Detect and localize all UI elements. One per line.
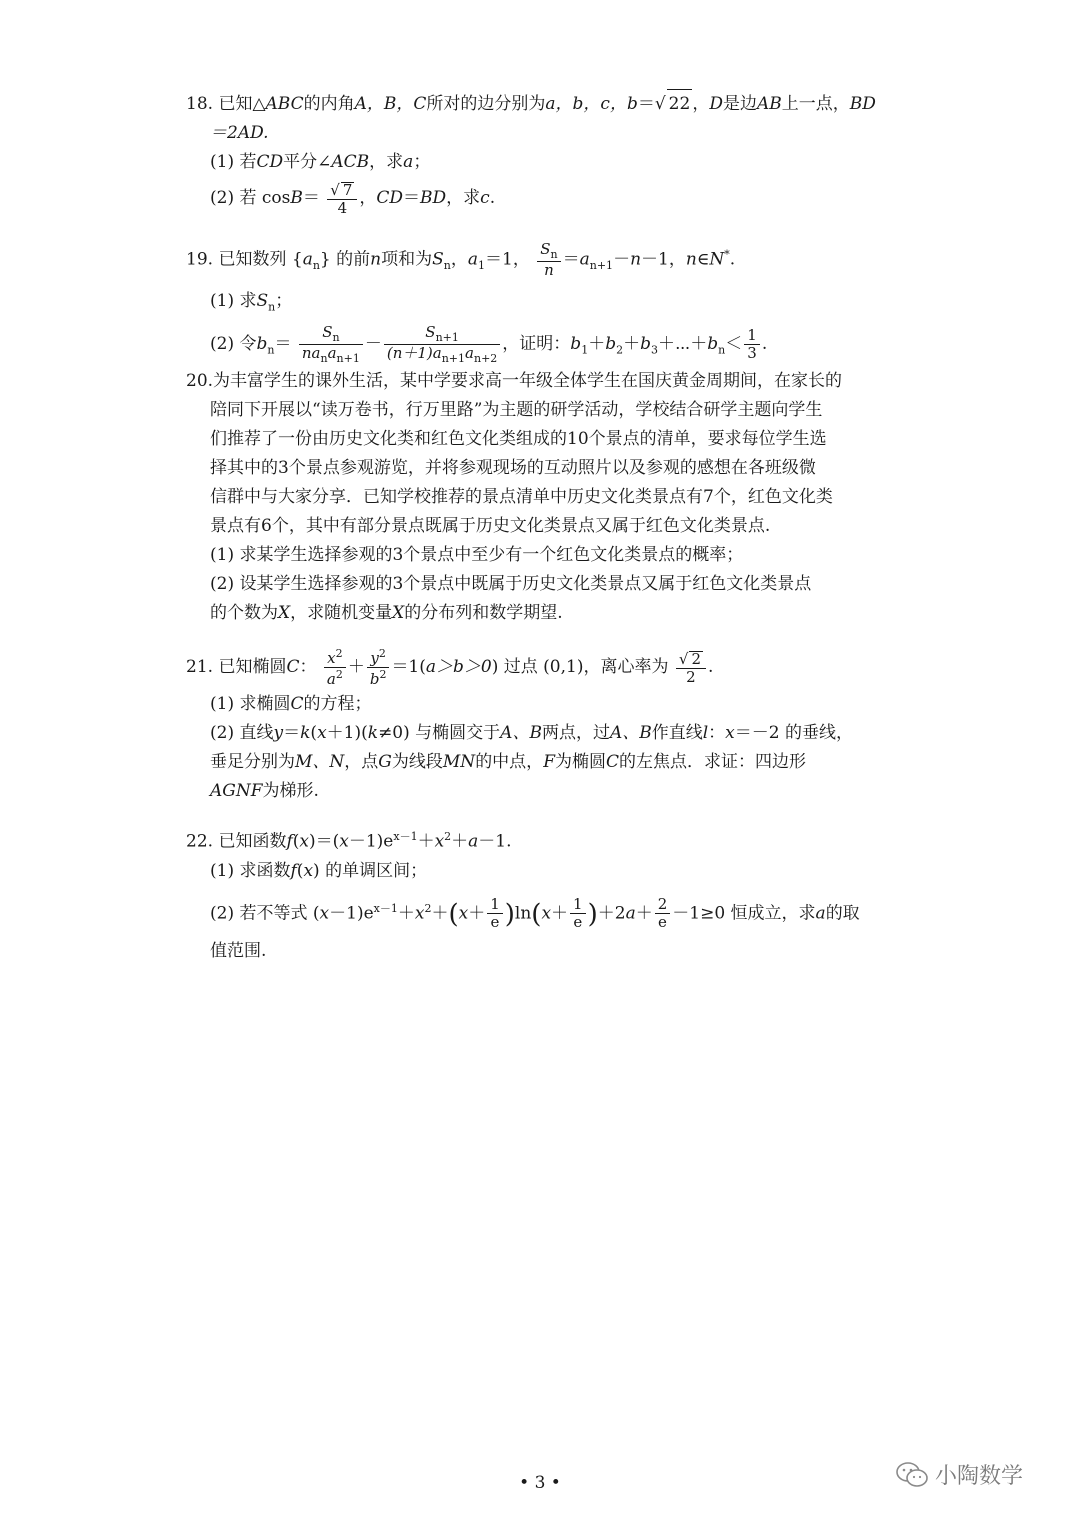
- math-var: x: [299, 831, 309, 852]
- problem-20: [186, 367, 916, 628]
- subscript: 1: [581, 343, 589, 357]
- sqrt-value: 2: [691, 649, 701, 668]
- math-var: n: [370, 249, 382, 270]
- subscript: n+1: [336, 352, 360, 366]
- text: (: [292, 831, 300, 852]
- text: －1≥0 恒成立，求: [672, 903, 816, 924]
- math-var: B: [290, 188, 303, 208]
- numerator: 1: [744, 327, 760, 345]
- math-var: x: [339, 831, 349, 852]
- math-var: A，B，C: [354, 94, 427, 114]
- math-var: k: [300, 723, 311, 743]
- text: ，: [450, 249, 468, 270]
- denominator: [367, 668, 390, 688]
- math-var: x: [303, 860, 314, 881]
- math-var: y: [273, 723, 284, 743]
- numerator: √ 2: [676, 650, 706, 669]
- math-var: f: [290, 860, 297, 881]
- math-var: a: [465, 344, 474, 363]
- math-var: a: [403, 152, 414, 172]
- text: 为梯形.: [262, 781, 319, 801]
- text: ，点: [344, 752, 379, 772]
- question-number: (2): [210, 903, 235, 924]
- text: 为椭圆: [554, 752, 606, 772]
- text: 所对的边分别为: [426, 94, 546, 114]
- denominator: 4: [337, 198, 348, 217]
- problem-20-line-6: 景点有6个，其中有部分景点既属于历史文化类景点又属于红色文化类景点.: [210, 516, 771, 536]
- math-var: S: [425, 323, 436, 342]
- subscript: n: [332, 331, 340, 345]
- text: 两点，过: [541, 723, 610, 743]
- fraction: [327, 181, 357, 217]
- text: ＋: [468, 903, 486, 924]
- math-var: F: [543, 752, 555, 772]
- sqrt-sign: √: [654, 94, 666, 114]
- problem-20-line-1: [186, 367, 916, 396]
- math-var: n: [630, 249, 642, 270]
- text: .: [761, 334, 768, 355]
- math-var: n: [544, 261, 554, 280]
- math-var: b: [369, 670, 380, 688]
- numerator: [299, 324, 363, 345]
- math-var: a: [326, 670, 336, 688]
- text: (: [296, 860, 304, 881]
- text: 的分布列和数学期望.: [404, 603, 563, 623]
- problem-22-line-1: [186, 822, 916, 857]
- text: ，: [359, 188, 377, 208]
- math-var: a: [302, 249, 313, 270]
- text: 的取: [825, 903, 860, 924]
- text: ，求: [369, 152, 404, 172]
- text: ln: [514, 903, 532, 924]
- text: 若 cos: [239, 188, 291, 208]
- paren: (: [448, 899, 459, 930]
- text: 是边: [722, 94, 757, 114]
- math-var: CD: [376, 188, 404, 208]
- text: ＝2AD.: [210, 123, 269, 143]
- text: 为丰富学生的课外生活，某中学要求高一年级全体学生在国庆黄金周期间，在家长的: [213, 371, 843, 391]
- math-var: C: [290, 694, 304, 714]
- math-var: A、B: [500, 723, 542, 743]
- superscript: x－1: [373, 901, 398, 915]
- text: ，证明：: [502, 334, 571, 355]
- math-var: a＞b＞0: [425, 657, 492, 677]
- text: .: [489, 188, 496, 208]
- question-number: (1): [210, 860, 235, 881]
- text: －1.: [478, 831, 512, 852]
- problem-19-q1: [186, 287, 916, 321]
- text: －1，: [641, 249, 686, 270]
- text: ＋: [347, 657, 365, 677]
- wechat-icon: [895, 1461, 929, 1489]
- subscript: n+1: [589, 259, 614, 273]
- problem-number: 20.: [186, 371, 214, 391]
- problem-22-q2-line-1: [186, 886, 916, 938]
- text: ＝1(: [391, 657, 426, 677]
- text: 直线: [239, 723, 274, 743]
- text: (: [310, 723, 318, 743]
- fraction: [655, 896, 671, 931]
- problem-21-q1: [186, 690, 916, 719]
- math-var: ABC: [265, 94, 304, 114]
- text: －1)e: [329, 903, 374, 924]
- question-number: (1): [210, 291, 235, 312]
- sqrt-value: 7: [342, 180, 353, 199]
- paren: ): [587, 899, 598, 930]
- fraction: [324, 647, 346, 688]
- problem-18-q2: [186, 177, 916, 219]
- text: ＝: [562, 249, 580, 270]
- subscript: n+1: [441, 352, 466, 366]
- math-var: CD: [256, 152, 284, 172]
- subscript: n: [550, 248, 558, 262]
- math-var: n: [685, 249, 697, 270]
- text: 的内角: [303, 94, 355, 114]
- text: } 的前: [319, 249, 371, 270]
- numerator: √ 7: [327, 181, 357, 200]
- numerator: [384, 324, 500, 345]
- text: ＜: [725, 334, 743, 355]
- text: ＝1，: [485, 249, 530, 270]
- question-number: (2): [210, 723, 235, 743]
- text: 上一点，: [781, 94, 850, 114]
- fraction: [384, 324, 500, 365]
- text: 求函数: [239, 860, 291, 881]
- text: ＝: [302, 188, 320, 208]
- problem-20-q2-line-1: (2) 设某学生选择参观的3个景点中既属于历史文化类景点又属于红色文化类景点: [210, 574, 812, 594]
- denominator: 3: [747, 344, 757, 363]
- superscript: x－1: [393, 830, 418, 843]
- math-var: k: [367, 723, 379, 743]
- numerator: [367, 647, 390, 668]
- text: 若: [239, 152, 257, 172]
- text: ＋: [431, 903, 449, 924]
- math-var: b: [605, 334, 617, 355]
- subscript: n: [267, 343, 275, 357]
- numerator: [537, 241, 560, 262]
- math-var: (n＋1)a: [386, 344, 442, 363]
- problem-22-q1: [186, 857, 916, 886]
- superscript: 2: [379, 668, 387, 681]
- numerator: 2: [655, 896, 671, 914]
- text: ＋: [588, 334, 606, 355]
- denominator: [324, 668, 346, 688]
- text: ＋: [397, 903, 415, 924]
- math-var: na: [301, 344, 321, 363]
- numerator: [324, 647, 346, 668]
- math-var: y: [370, 649, 379, 667]
- subscript: n+1: [435, 331, 459, 345]
- problem-22: [186, 822, 916, 966]
- text: ＝: [637, 94, 655, 114]
- text: ＋⋯＋: [657, 334, 708, 355]
- text: －: [613, 249, 631, 270]
- math-var: X: [278, 603, 291, 623]
- math-var: a: [467, 249, 478, 270]
- text: ＝: [403, 188, 421, 208]
- text: ＝: [274, 334, 292, 355]
- math-var: G: [378, 752, 392, 772]
- math-var: S: [256, 291, 269, 312]
- text: 垂足分别为: [210, 752, 295, 772]
- text: ；: [413, 152, 431, 172]
- subscript: n: [312, 259, 320, 273]
- math-var: N: [709, 249, 725, 270]
- problem-20-q1: (1) 求某学生选择参观的3个景点中至少有一个红色文化类景点的概率；: [210, 545, 744, 565]
- text: ＝: [283, 723, 301, 743]
- problem-20-q2-line-2: [186, 599, 916, 628]
- problem-18-q1: [186, 148, 916, 177]
- math-var: ACB: [331, 152, 370, 172]
- fraction: [367, 647, 390, 688]
- fraction: [744, 327, 760, 362]
- problem-21-q2-line-1: [186, 719, 916, 748]
- math-var: b: [707, 334, 719, 355]
- text: ∈: [696, 249, 710, 270]
- fraction: [487, 896, 503, 931]
- math-var: b: [256, 334, 268, 355]
- problem-number: 18.: [186, 94, 214, 114]
- superscript: 2: [335, 668, 343, 681]
- problem-22-q2-line-2: 值范围.: [210, 941, 267, 962]
- denominator: e: [490, 913, 500, 932]
- text: 令: [239, 334, 257, 355]
- text: ) 的单调区间；: [313, 860, 428, 881]
- text: 项和为: [381, 249, 433, 270]
- paren: ): [504, 899, 515, 930]
- text: 求: [239, 291, 257, 312]
- text: 平分∠: [283, 152, 332, 172]
- denominator: e: [573, 913, 583, 932]
- math-var: AB: [756, 94, 782, 114]
- math-var: C: [286, 657, 300, 677]
- sqrt-value: 22: [667, 89, 693, 119]
- denominator: [299, 345, 363, 365]
- math-var: AGNF: [210, 781, 263, 801]
- page-number: • 3 •: [519, 1473, 561, 1493]
- text: ，求随机变量: [290, 603, 393, 623]
- problem-20-line-5: 信群中与大家分享．已知学校推荐的景点清单中历史文化类景点有7个，红色文化类: [210, 487, 833, 507]
- question-number: (1): [210, 694, 235, 714]
- math-var: S: [540, 240, 551, 259]
- problem-20-line-3: 们推荐了一份由历史文化类和红色文化类组成的10个景点的清单，要求每位学生选: [210, 429, 827, 449]
- math-var: a: [327, 344, 337, 363]
- text: 若不等式 (: [239, 903, 320, 924]
- text: ＝－2 的垂线，: [734, 723, 853, 743]
- math-var: D: [709, 94, 723, 114]
- text: 作直线: [651, 723, 703, 743]
- text: 已知数列 {: [218, 249, 303, 270]
- problem-18: [186, 89, 916, 219]
- math-var: a: [625, 903, 636, 924]
- text: ＋2: [597, 903, 626, 924]
- text: .: [708, 657, 714, 677]
- fraction: [299, 324, 363, 365]
- subscript: n+2: [473, 352, 498, 366]
- fraction: [676, 650, 706, 686]
- text: ＋: [417, 831, 435, 852]
- math-var: a: [579, 249, 590, 270]
- problem-20-line-4: 择其中的3个景点参观游览，并将参观现场的互动照片以及参观的感想在各班级微: [210, 458, 816, 478]
- math-var: f: [286, 831, 293, 852]
- subscript: n: [268, 300, 276, 314]
- math-var: a: [815, 903, 826, 924]
- problem-19-q2: [186, 321, 916, 373]
- math-var: x: [458, 903, 469, 924]
- fraction: [570, 896, 586, 931]
- math-var: S: [432, 249, 444, 270]
- text: ＋: [623, 334, 641, 355]
- denominator: [384, 345, 500, 365]
- subscript: n: [443, 259, 451, 273]
- problem-19: [186, 234, 916, 374]
- numerator: 1: [487, 896, 503, 914]
- problem-21: [186, 644, 916, 806]
- text: 已知函数: [218, 831, 287, 852]
- watermark: [895, 1459, 1023, 1490]
- text: 求椭圆: [239, 694, 291, 714]
- problem-19-line-1: [186, 234, 916, 287]
- subscript: n: [320, 352, 328, 366]
- superscript: 2: [335, 647, 343, 660]
- math-var: M、N: [295, 752, 345, 772]
- text: 已知椭圆: [218, 657, 287, 677]
- math-var: x: [541, 903, 552, 924]
- text: ＋1)(: [326, 723, 368, 743]
- text: ＋: [635, 903, 653, 924]
- math-var: BD: [420, 188, 447, 208]
- text: ：: [299, 657, 317, 677]
- text: ，求: [446, 188, 481, 208]
- problem-21-line-1: [186, 644, 916, 690]
- math-var: b: [640, 334, 651, 355]
- text: 的个数为: [210, 603, 278, 623]
- subscript: 1: [478, 259, 485, 273]
- denominator: [537, 262, 560, 279]
- problem-number: 21.: [186, 657, 214, 677]
- text: )＝(: [308, 831, 340, 852]
- text: ＋: [551, 903, 569, 924]
- question-number: (2): [210, 334, 235, 355]
- problem-21-q2-line-2: [186, 748, 916, 777]
- subscript: 3: [650, 343, 658, 357]
- math-var: l: [702, 723, 709, 743]
- watermark-text: 小陶数学: [935, 1464, 1024, 1489]
- text: .: [729, 249, 736, 270]
- text: ) 过点 (0,1)，离心率为: [491, 657, 669, 677]
- text: ＋: [451, 831, 469, 852]
- problem-number: 22.: [186, 831, 214, 852]
- math-var: MN: [442, 752, 476, 772]
- math-var: X: [392, 603, 405, 623]
- math-var: a: [468, 831, 479, 852]
- problem-18-line-1: [186, 89, 916, 119]
- text: ，: [692, 94, 710, 114]
- question-number: (1): [210, 152, 235, 172]
- math-var: BD: [849, 94, 876, 114]
- math-var: A、B: [609, 723, 652, 743]
- numerator: 1: [570, 896, 586, 914]
- math-var: x: [317, 723, 327, 743]
- problem-number: 19.: [186, 249, 214, 270]
- text: ：: [708, 723, 726, 743]
- paren: (: [531, 899, 542, 930]
- text: 的中点，: [475, 752, 544, 772]
- superscript: 2: [424, 901, 432, 915]
- math-var: a，b，c，b: [545, 94, 638, 114]
- question-number: (2): [210, 188, 235, 208]
- text: －: [364, 334, 382, 355]
- math-var: C: [605, 752, 619, 772]
- math-var: x: [434, 831, 445, 852]
- subscript: 2: [616, 343, 624, 357]
- fraction: [537, 241, 560, 279]
- math-var: c: [480, 188, 490, 208]
- text: ；: [275, 291, 293, 312]
- problem-18-line-2: [186, 119, 916, 148]
- math-var: x: [327, 649, 336, 667]
- superscript: 2: [444, 830, 452, 843]
- math-var: S: [322, 323, 333, 342]
- math-var: x: [319, 903, 330, 924]
- subscript: n: [718, 343, 726, 357]
- text: ≠0) 与椭圆交于: [378, 723, 501, 743]
- problem-21-q2-line-3: [186, 777, 916, 806]
- text: 的方程；: [303, 694, 372, 714]
- math-var: b: [570, 334, 582, 355]
- denominator: 2: [686, 667, 696, 686]
- text: 的左焦点．求证：四边形: [619, 752, 806, 772]
- math-var: x: [725, 723, 735, 743]
- denominator: e: [658, 913, 667, 932]
- superscript: 2: [378, 647, 386, 660]
- problem-20-line-2: 陪同下开展以“读万卷书，行万里路”为主题的研学活动，学校结合研学主题向学生: [210, 400, 823, 420]
- superscript: *: [724, 248, 730, 261]
- text: 已知△: [218, 94, 266, 114]
- text: －1)e: [348, 831, 394, 852]
- text: 为线段: [391, 752, 443, 772]
- math-var: x: [414, 903, 425, 924]
